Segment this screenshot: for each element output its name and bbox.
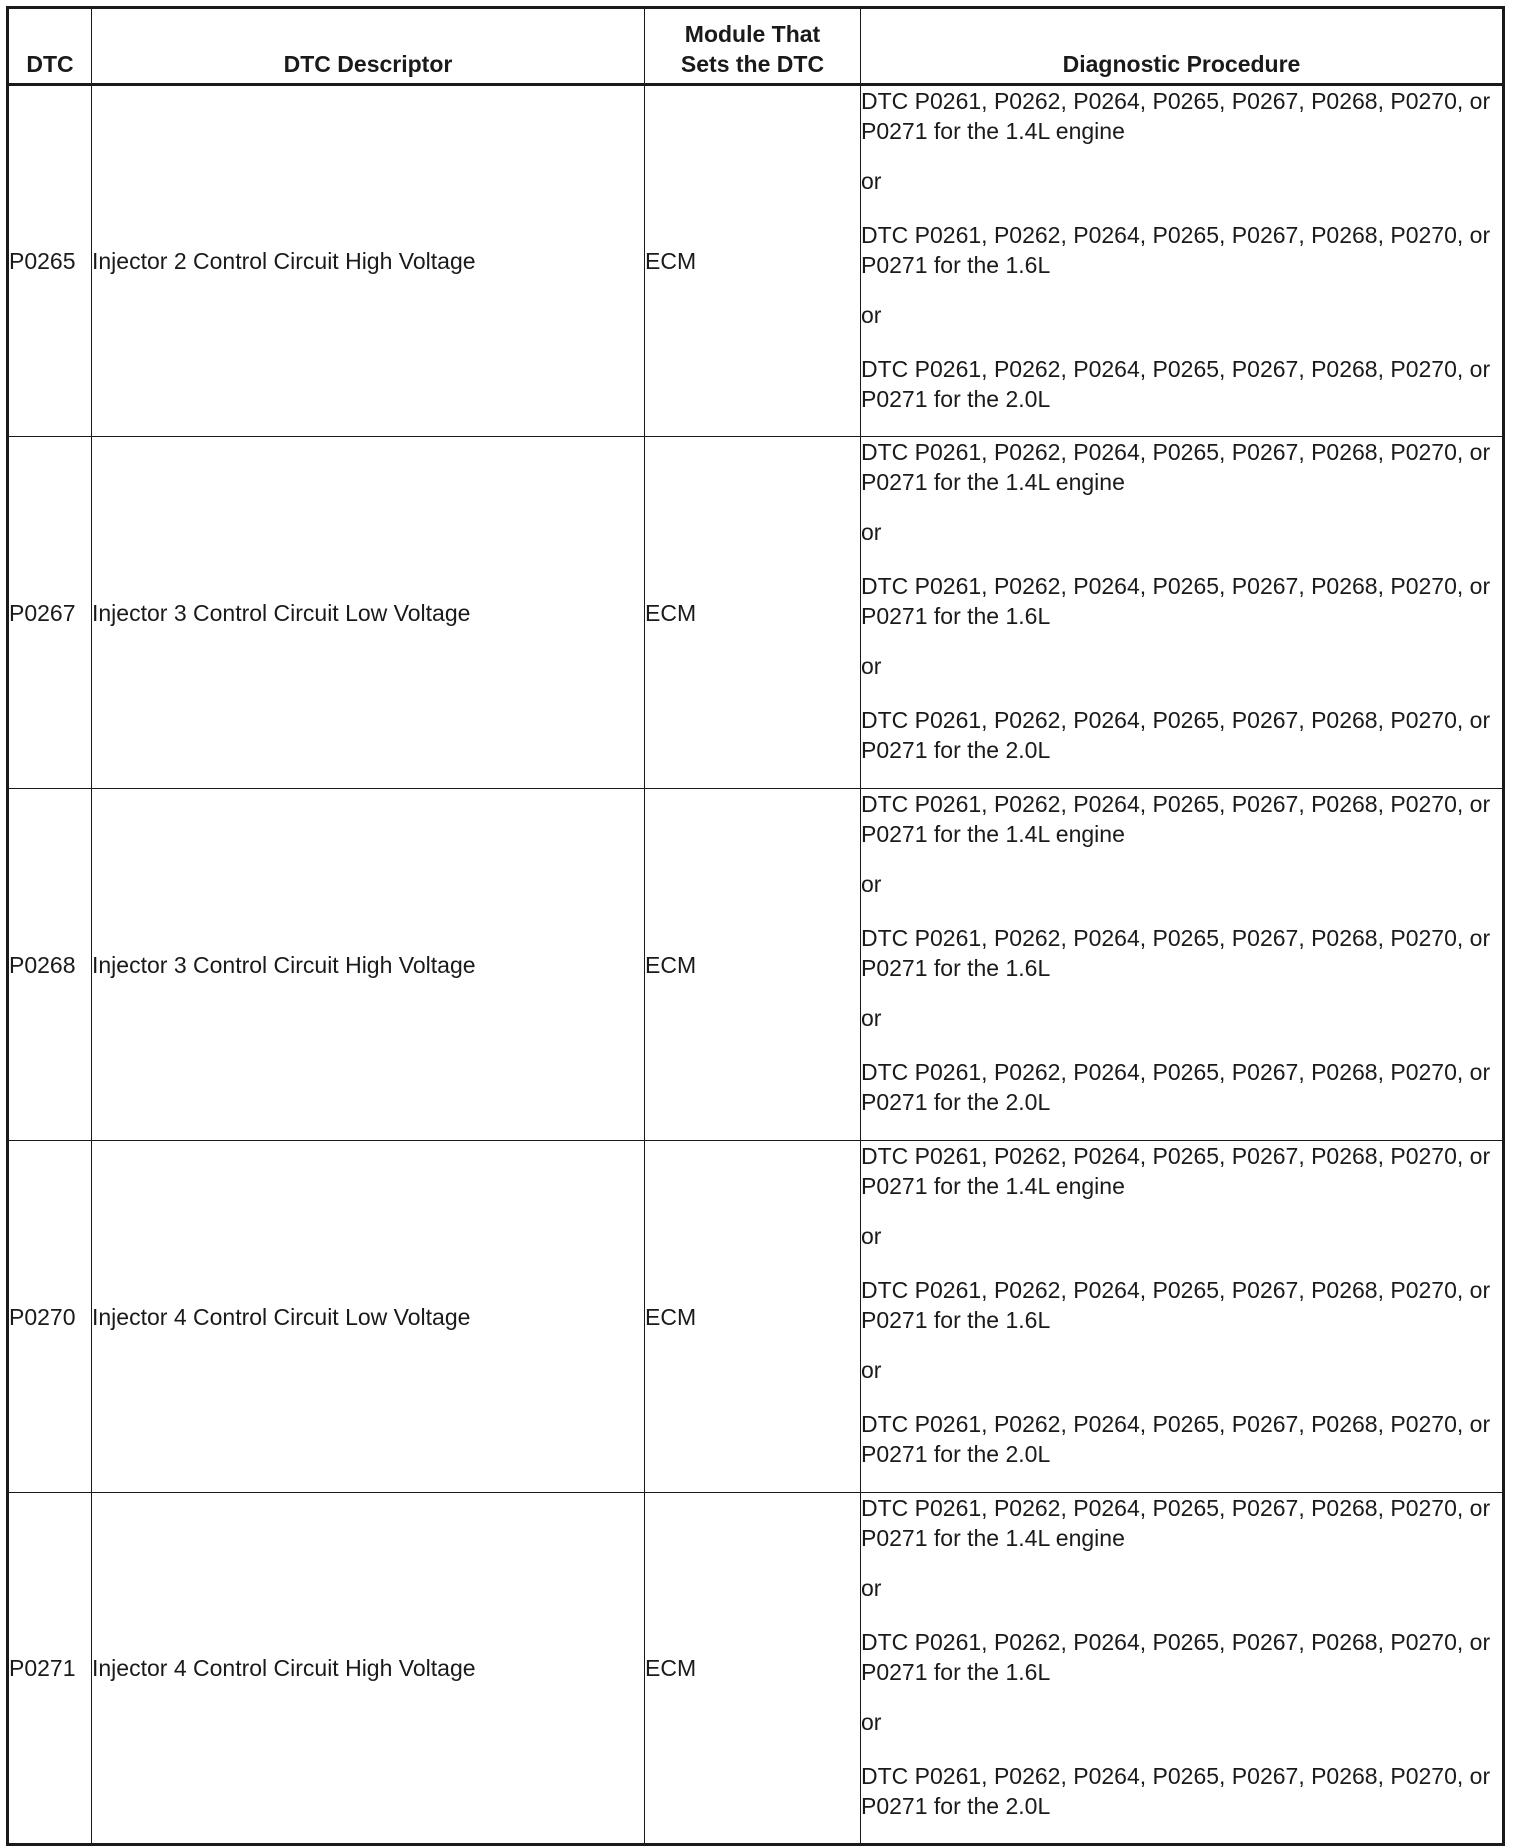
diagnostic-procedure-cell (861, 1493, 1504, 1845)
dtc-code-cell: P0268 (8, 789, 92, 1141)
diagnostic-procedure-cell (861, 1141, 1504, 1493)
header-module-line1: Module That (684, 21, 821, 47)
procedure-reference-text: DTC P0261, P0262, P0264, P0265, P0267, P0268, P0270, or P0271 for the 1.6L (861, 573, 1491, 629)
dtc-descriptor-cell: Injector 2 Control Circuit High Voltage (92, 85, 645, 437)
procedure-or-separator: or (861, 653, 882, 679)
diagnostic-procedure-cell (861, 85, 1504, 437)
dtc-table (6, 6, 1505, 1846)
dtc-descriptor-cell: Injector 3 Control Circuit High Voltage (92, 789, 645, 1141)
procedure-or-separator: or (861, 1709, 882, 1735)
procedure-or-separator: or (861, 168, 882, 194)
table-row (8, 437, 1504, 789)
procedure-or-separator: or (861, 302, 882, 328)
module-cell: ECM (645, 789, 861, 1141)
module-cell: ECM (645, 1493, 861, 1845)
dtc-code-cell: P0271 (8, 1493, 92, 1845)
header-module-line2: Sets the DTC (680, 51, 825, 77)
procedure-reference-text: DTC P0261, P0262, P0264, P0265, P0267, P0268, P0270, or P0271 for the 1.4L engine (861, 439, 1491, 495)
table-row (8, 1493, 1504, 1845)
header-dtc-descriptor: DTC Descriptor (92, 8, 645, 85)
procedure-or-separator: or (861, 1575, 882, 1601)
procedure-reference-text: DTC P0261, P0262, P0264, P0265, P0267, P0268, P0270, or P0271 for the 1.6L (861, 1277, 1491, 1333)
dtc-descriptor-cell: Injector 4 Control Circuit Low Voltage (92, 1141, 645, 1493)
procedure-reference-text: DTC P0261, P0262, P0264, P0265, P0267, P0268, P0270, or P0271 for the 1.4L engine (861, 791, 1491, 847)
procedure-or-separator: or (861, 1357, 882, 1383)
procedure-reference-text: DTC P0261, P0262, P0264, P0265, P0267, P0268, P0270, or P0271 for the 2.0L (861, 1411, 1491, 1467)
procedure-reference-text: DTC P0261, P0262, P0264, P0265, P0267, P0268, P0270, or P0271 for the 1.4L engine (861, 1495, 1491, 1551)
module-cell: ECM (645, 437, 861, 789)
procedure-reference-text: DTC P0261, P0262, P0264, P0265, P0267, P0268, P0270, or P0271 for the 2.0L (861, 1059, 1491, 1115)
dtc-descriptor-cell: Injector 3 Control Circuit Low Voltage (92, 437, 645, 789)
procedure-reference-text: DTC P0261, P0262, P0264, P0265, P0267, P0268, P0270, or P0271 for the 1.4L engine (861, 1143, 1491, 1199)
table-header (8, 8, 1504, 85)
header-row (8, 8, 1504, 85)
header-dtc: DTC (8, 8, 92, 85)
dtc-code-cell: P0265 (8, 85, 92, 437)
procedure-or-separator: or (861, 1005, 882, 1031)
diagnostic-procedure-cell (861, 437, 1504, 789)
dtc-code-cell: P0270 (8, 1141, 92, 1493)
procedure-or-separator: or (861, 519, 882, 545)
table-row (8, 1141, 1504, 1493)
dtc-code-cell: P0267 (8, 437, 92, 789)
header-module (645, 8, 861, 85)
table-body (8, 85, 1504, 1845)
procedure-reference-text: DTC P0261, P0262, P0264, P0265, P0267, P0268, P0270, or P0271 for the 2.0L (861, 1763, 1491, 1819)
module-cell: ECM (645, 1141, 861, 1493)
procedure-or-separator: or (861, 1223, 882, 1249)
module-cell: ECM (645, 85, 861, 437)
procedure-reference-text: DTC P0261, P0262, P0264, P0265, P0267, P0268, P0270, or P0271 for the 1.6L (861, 222, 1491, 278)
procedure-reference-text: DTC P0261, P0262, P0264, P0265, P0267, P0268, P0270, or P0271 for the 2.0L (861, 356, 1491, 412)
procedure-or-separator: or (861, 871, 882, 897)
header-diagnostic-procedure: Diagnostic Procedure (861, 8, 1504, 85)
procedure-reference-text: DTC P0261, P0262, P0264, P0265, P0267, P0268, P0270, or P0271 for the 1.4L engine (861, 88, 1491, 144)
procedure-reference-text: DTC P0261, P0262, P0264, P0265, P0267, P0268, P0270, or P0271 for the 2.0L (861, 707, 1491, 763)
procedure-reference-text: DTC P0261, P0262, P0264, P0265, P0267, P0268, P0270, or P0271 for the 1.6L (861, 1629, 1491, 1685)
table-row (8, 85, 1504, 437)
table-row (8, 789, 1504, 1141)
dtc-descriptor-cell: Injector 4 Control Circuit High Voltage (92, 1493, 645, 1845)
procedure-reference-text: DTC P0261, P0262, P0264, P0265, P0267, P0268, P0270, or P0271 for the 1.6L (861, 925, 1491, 981)
diagnostic-procedure-cell (861, 789, 1504, 1141)
